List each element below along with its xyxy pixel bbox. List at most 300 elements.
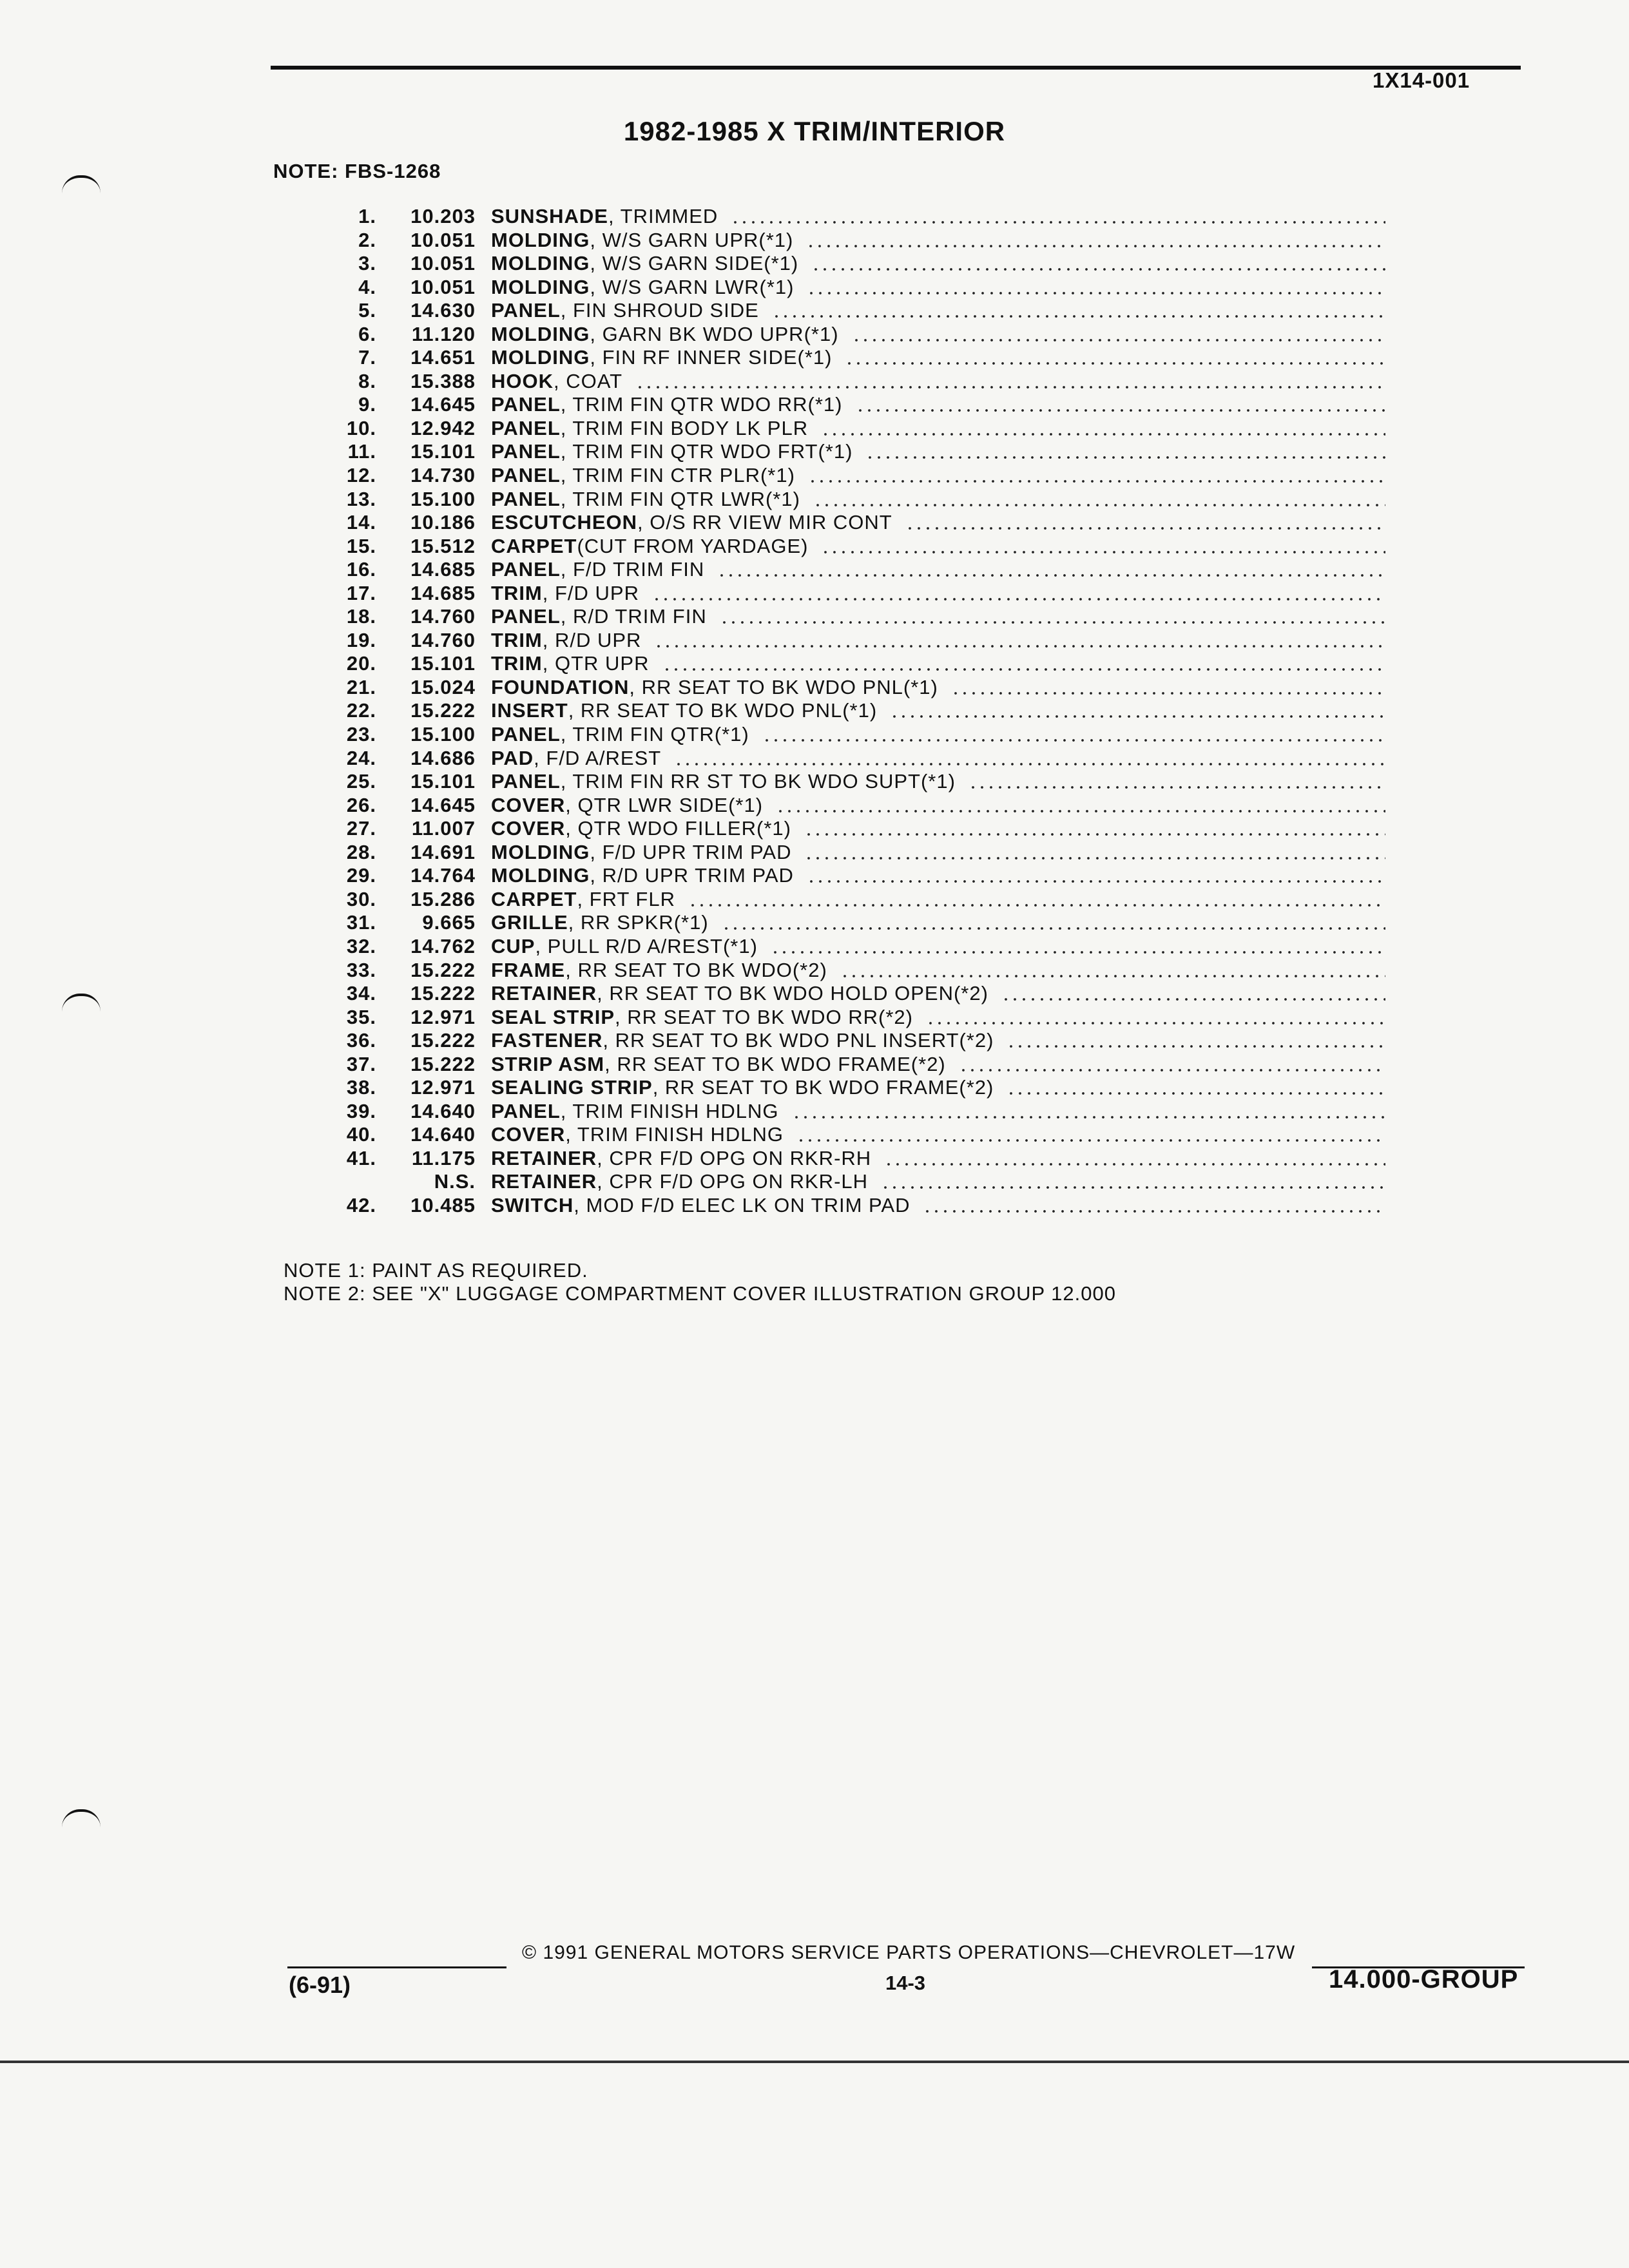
part-row: [303, 393, 1385, 417]
part-detail: , TRIM FIN QTR(*1): [560, 723, 749, 746]
item-number: 12.: [346, 464, 376, 487]
item-number: 24.: [346, 746, 376, 769]
item-number: 15.: [346, 534, 376, 557]
dot-leader: [969, 771, 1385, 789]
dot-leader: [804, 842, 1385, 860]
part-detail: , TRIM FIN QTR LWR(*1): [560, 487, 800, 510]
part-detail: , R/D TRIM FIN: [560, 605, 707, 628]
part-row: [303, 676, 1385, 700]
part-description: [491, 323, 1385, 346]
dot-leader: [720, 606, 1385, 624]
group-number: 15.222: [410, 1029, 476, 1052]
part-name: MOLDING: [491, 228, 590, 251]
dot-leader: [806, 230, 1385, 248]
part-description: [491, 252, 1385, 275]
part-description: [491, 511, 1385, 534]
dot-leader: [771, 936, 1385, 954]
part-row: [303, 346, 1385, 370]
group-number: 14.686: [410, 746, 476, 769]
dot-leader: [959, 1054, 1385, 1072]
part-detail: , TRIM FIN QTR WDO FRT(*1): [560, 440, 853, 463]
group-number: 15.101: [410, 652, 476, 675]
part-detail: , TRIM FIN QTR WDO RR(*1): [560, 393, 843, 416]
part-detail: , RR SEAT TO BK WDO HOLD OPEN(*2): [597, 982, 988, 1005]
part-detail: , RR SEAT TO BK WDO FRAME(*2): [652, 1076, 994, 1099]
part-row: [303, 1194, 1385, 1218]
group-number: 10.051: [410, 275, 476, 298]
part-row: [303, 440, 1385, 464]
header-rule: [271, 66, 1521, 70]
part-name: PANEL: [491, 487, 561, 510]
part-row: [303, 959, 1385, 983]
part-name: PANEL: [491, 464, 561, 487]
page-title: 1982-1985 X TRIM/INTERIOR: [623, 116, 1006, 146]
item-number: 19.: [346, 628, 376, 651]
part-name: SEAL STRIP: [491, 1005, 615, 1028]
group-number: 15.388: [410, 369, 476, 392]
part-description: [491, 558, 1385, 581]
part-name: SWITCH: [491, 1193, 574, 1216]
item-number: 11.: [347, 440, 376, 463]
part-description: [491, 652, 1385, 675]
part-description: [491, 888, 1385, 911]
part-detail: , RR SEAT TO BK WDO FRAME(*2): [604, 1052, 946, 1075]
item-number: 17.: [346, 581, 376, 604]
dot-leader: [722, 912, 1385, 930]
item-number: 42.: [346, 1193, 376, 1216]
part-detail: , F/D TRIM FIN: [560, 558, 705, 581]
item-number: 2.: [358, 228, 376, 251]
item-number: 14.: [346, 511, 376, 534]
header-note: NOTE: FBS-1268: [273, 160, 441, 182]
part-detail: , W/S GARN LWR(*1): [590, 275, 795, 298]
part-detail: , F/D A/REST: [534, 746, 662, 769]
item-number: 16.: [346, 558, 376, 581]
binder-hole-mark: [62, 1809, 101, 1827]
part-name: SEALING STRIP: [491, 1076, 653, 1099]
part-description: [491, 841, 1385, 864]
dot-leader: [905, 512, 1385, 530]
part-description: [491, 346, 1385, 369]
part-row: [303, 841, 1385, 865]
part-name: MOLDING: [491, 346, 590, 369]
group-number: 15.024: [410, 675, 476, 698]
dot-leader: [852, 324, 1385, 342]
part-description: [491, 1170, 1385, 1193]
group-number: 14.762: [410, 934, 476, 957]
part-detail: , QTR LWR SIDE(*1): [565, 793, 764, 816]
group-number: 12.971: [410, 1076, 476, 1099]
part-name: FASTENER: [491, 1029, 603, 1052]
item-number: 26.: [346, 793, 376, 816]
part-row: [303, 1170, 1385, 1194]
part-description: [491, 464, 1385, 487]
part-row: [303, 982, 1385, 1006]
copyright-notice: © 1991 GENERAL MOTORS SERVICE PARTS OPERATIONS—CHEVROLET—17W: [522, 1942, 1296, 1963]
part-name: PANEL: [491, 416, 561, 439]
item-number: 38.: [346, 1076, 376, 1099]
part-row: [303, 535, 1385, 559]
part-name: CARPET: [491, 534, 577, 557]
part-detail: , TRIMMED: [608, 205, 718, 227]
part-name: PAD: [491, 746, 534, 769]
dot-leader: [865, 441, 1385, 459]
part-row: [303, 1029, 1385, 1053]
dot-leader: [731, 206, 1385, 224]
group-number: 10.186: [410, 511, 476, 534]
group-number: 11.120: [411, 322, 476, 345]
part-name: COVER: [491, 793, 566, 816]
group-number: 11.175: [411, 1146, 476, 1169]
part-detail: , F/D UPR: [542, 581, 639, 604]
item-number: 6.: [358, 322, 376, 345]
part-description: [491, 935, 1385, 958]
dot-leader: [1007, 1030, 1385, 1048]
part-row: [303, 1100, 1385, 1124]
part-row: [303, 417, 1385, 441]
item-number: 37.: [346, 1052, 376, 1075]
part-row: [303, 370, 1385, 394]
dot-leader: [635, 371, 1385, 389]
dot-leader: [807, 277, 1385, 295]
part-detail: , CPR F/D OPG ON RKR-RH: [597, 1146, 872, 1169]
item-number: 21.: [346, 675, 376, 698]
part-name: PANEL: [491, 393, 561, 416]
part-detail: , QTR UPR: [542, 652, 650, 675]
part-name: PANEL: [491, 558, 561, 581]
part-description: [491, 417, 1385, 440]
item-number: 25.: [346, 770, 376, 793]
part-row: [303, 1006, 1385, 1030]
dot-leader: [845, 347, 1385, 365]
dot-leader: [821, 418, 1385, 436]
dot-leader: [821, 536, 1385, 554]
part-description: [491, 535, 1385, 558]
part-name: RETAINER: [491, 982, 597, 1005]
part-name: PANEL: [491, 723, 561, 746]
part-detail: , QTR WDO FILLER(*1): [565, 817, 791, 840]
part-row: [303, 205, 1385, 229]
part-name: PANEL: [491, 605, 561, 628]
dot-leader: [1007, 1077, 1385, 1095]
item-number: 28.: [346, 840, 376, 863]
dot-leader: [926, 1007, 1385, 1025]
item-number: 8.: [358, 369, 376, 392]
part-row: [303, 511, 1385, 535]
dot-leader: [807, 865, 1385, 883]
part-name: FRAME: [491, 958, 566, 981]
group-number: 15.100: [410, 723, 476, 746]
part-row: [303, 252, 1385, 276]
item-number: 29.: [346, 864, 376, 887]
dot-leader: [951, 677, 1385, 695]
dot-leader: [762, 724, 1385, 742]
part-row: [303, 464, 1385, 488]
group-number: 14.645: [410, 393, 476, 416]
part-detail: , COAT: [554, 369, 623, 392]
part-row: [303, 747, 1385, 771]
item-number: 27.: [346, 817, 376, 840]
part-description: [491, 982, 1385, 1005]
group-number: 14.630: [410, 299, 476, 322]
group-number: 14.760: [410, 628, 476, 651]
item-number: 13.: [346, 487, 376, 510]
dot-leader: [884, 1148, 1385, 1166]
part-detail: , PULL R/D A/REST(*1): [535, 934, 758, 957]
part-name: CUP: [491, 934, 535, 957]
part-name: TRIM: [491, 652, 543, 675]
part-detail: , RR SEAT TO BK WDO PNL(*1): [568, 699, 878, 722]
group-number: 10.203: [410, 205, 476, 227]
part-row: [303, 1123, 1385, 1147]
part-description: [491, 1053, 1385, 1076]
group-number: 15.222: [410, 1052, 476, 1075]
group-number: 12.971: [410, 1005, 476, 1028]
part-row: [303, 794, 1385, 818]
revision-date: (6-91): [289, 1972, 351, 1998]
part-detail: , TRIM FIN RR ST TO BK WDO SUPT(*1): [560, 770, 956, 793]
part-detail: , RR SPKR(*1): [568, 911, 709, 934]
part-detail: , FIN RF INNER SIDE(*1): [590, 346, 833, 369]
part-row: [303, 864, 1385, 888]
part-name: GRILLE: [491, 911, 568, 934]
group-number: 15.512: [410, 534, 476, 557]
part-row: [303, 488, 1385, 512]
part-row: [303, 723, 1385, 747]
part-description: [491, 229, 1385, 252]
part-description: [491, 1006, 1385, 1029]
dot-leader: [840, 960, 1385, 978]
part-detail: , CPR F/D OPG ON RKR-LH: [597, 1170, 869, 1193]
group-number: 14.730: [410, 464, 476, 487]
group-number: 15.100: [410, 487, 476, 510]
part-row: [303, 911, 1385, 935]
part-name: STRIP ASM: [491, 1052, 605, 1075]
part-description: [491, 1147, 1385, 1170]
part-row: [303, 558, 1385, 582]
page-number: 14-3: [885, 1972, 926, 1994]
group-label: 14.000-GROUP: [1329, 1965, 1519, 1994]
part-detail: , W/S GARN SIDE(*1): [590, 252, 799, 275]
part-detail: , RR SEAT TO BK WDO PNL INSERT(*2): [602, 1029, 994, 1052]
item-number: 7.: [358, 346, 376, 369]
item-number: 23.: [346, 723, 376, 746]
part-description: [491, 1100, 1385, 1123]
item-number: 40.: [346, 1123, 376, 1146]
part-description: [491, 1123, 1385, 1146]
dot-leader: [796, 1124, 1385, 1142]
part-name: PANEL: [491, 440, 561, 463]
item-number: 41.: [346, 1146, 376, 1169]
part-name: RETAINER: [491, 1170, 597, 1193]
group-number: 14.651: [410, 346, 476, 369]
group-number: 11.007: [411, 817, 476, 840]
part-description: [491, 582, 1385, 605]
dot-leader: [804, 818, 1385, 836]
dot-leader: [688, 889, 1385, 907]
part-row: [303, 935, 1385, 959]
part-row: [303, 229, 1385, 253]
group-number: 15.101: [410, 440, 476, 463]
item-number: 3.: [358, 252, 376, 275]
part-name: COVER: [491, 817, 566, 840]
part-name: PANEL: [491, 1099, 561, 1122]
group-number: 15.222: [410, 958, 476, 981]
part-description: [491, 817, 1385, 840]
part-name: CARPET: [491, 887, 577, 910]
dot-leader: [776, 795, 1385, 813]
part-name: ESCUTCHEON: [491, 511, 638, 534]
dot-leader: [652, 583, 1385, 601]
group-number: 15.101: [410, 770, 476, 793]
part-detail: , TRIM FINISH HDLNG: [565, 1123, 784, 1146]
part-description: [491, 205, 1385, 228]
dot-leader: [856, 394, 1386, 412]
dot-leader: [792, 1101, 1385, 1119]
part-name: MOLDING: [491, 322, 590, 345]
group-number: 14.685: [410, 558, 476, 581]
item-number: 1.: [358, 205, 376, 227]
item-number: 32.: [346, 934, 376, 957]
part-detail: , TRIM FINISH HDLNG: [560, 1099, 779, 1122]
part-name: TRIM: [491, 628, 543, 651]
group-number: 12.942: [410, 416, 476, 439]
part-name: INSERT: [491, 699, 568, 722]
part-row: [303, 1147, 1385, 1171]
part-name: MOLDING: [491, 840, 590, 863]
group-number: 14.764: [410, 864, 476, 887]
part-description: [491, 676, 1385, 699]
part-name: TRIM: [491, 581, 543, 604]
group-number: 14.685: [410, 581, 476, 604]
item-number: 18.: [346, 605, 376, 628]
group-number: 14.691: [410, 840, 476, 863]
part-description: [491, 794, 1385, 817]
item-number: 20.: [346, 652, 376, 675]
group-number: N.S.: [434, 1170, 476, 1193]
part-row: [303, 582, 1385, 606]
part-row: [303, 605, 1385, 629]
part-name: MOLDING: [491, 275, 590, 298]
part-description: [491, 393, 1385, 416]
part-name: MOLDING: [491, 252, 590, 275]
dot-leader: [890, 700, 1385, 718]
part-description: [491, 959, 1385, 982]
part-row: [303, 323, 1385, 347]
part-description: [491, 911, 1385, 934]
group-number: 14.645: [410, 793, 476, 816]
part-row: [303, 817, 1385, 841]
part-detail: , RR SEAT TO BK WDO RR(*2): [615, 1005, 913, 1028]
part-detail: , GARN BK WDO UPR(*1): [590, 322, 839, 345]
binder-hole-mark: [62, 175, 101, 193]
part-row: [303, 699, 1385, 723]
dot-leader: [881, 1171, 1385, 1189]
dot-leader: [717, 559, 1385, 577]
part-detail: , MOD F/D ELEC LK ON TRIM PAD: [574, 1193, 911, 1216]
dot-leader: [923, 1195, 1385, 1213]
part-detail: , FIN SHROUD SIDE: [560, 299, 759, 322]
group-number: 10.051: [410, 252, 476, 275]
item-number: 4.: [358, 275, 376, 298]
part-detail: , FRT FLR: [577, 887, 675, 910]
group-number: 15.222: [410, 982, 476, 1005]
part-detail: , R/D UPR TRIM PAD: [590, 864, 794, 887]
group-number: 14.640: [410, 1099, 476, 1122]
part-name: HOOK: [491, 369, 554, 392]
part-description: [491, 864, 1385, 887]
part-description: [491, 770, 1385, 793]
footnote-2: NOTE 2: SEE "X" LUGGAGE COMPARTMENT COVER ILLUSTRATION GROUP 12.000: [284, 1282, 1116, 1305]
part-name: PANEL: [491, 770, 561, 793]
item-number: 39.: [346, 1099, 376, 1122]
item-number: 33.: [346, 958, 376, 981]
part-description: [491, 299, 1385, 322]
part-row: [303, 276, 1385, 300]
dot-leader: [662, 653, 1386, 671]
part-name: RETAINER: [491, 1146, 597, 1169]
part-row: [303, 888, 1385, 912]
part-detail: , RR SEAT TO BK WDO(*2): [565, 958, 827, 981]
part-row: [303, 652, 1385, 676]
part-description: [491, 723, 1385, 746]
part-row: [303, 770, 1385, 794]
part-detail: , F/D UPR TRIM PAD: [590, 840, 792, 863]
item-number: 35.: [346, 1005, 376, 1028]
item-number: 22.: [346, 699, 376, 722]
part-detail: , W/S GARN UPR(*1): [590, 228, 794, 251]
group-number: 10.051: [410, 228, 476, 251]
page-bottom-rule: [0, 2061, 1629, 2063]
group-number: 15.286: [410, 887, 476, 910]
part-description: [491, 1194, 1385, 1217]
part-detail: (CUT FROM YARDAGE): [577, 534, 809, 557]
part-row: [303, 629, 1385, 653]
part-description: [491, 370, 1385, 393]
item-number: 36.: [346, 1029, 376, 1052]
part-detail: , TRIM FIN CTR PLR(*1): [560, 464, 795, 487]
dot-leader: [813, 489, 1385, 507]
part-description: [491, 276, 1385, 299]
item-number: 10.: [346, 416, 376, 439]
dot-leader: [772, 300, 1385, 318]
footer-rule-left: [287, 1966, 506, 1968]
dot-leader: [674, 748, 1385, 766]
group-number: 9.665: [422, 911, 476, 934]
part-name: SUNSHADE: [491, 205, 608, 227]
part-name: COVER: [491, 1123, 566, 1146]
part-description: [491, 747, 1385, 770]
footnote-1: NOTE 1: PAINT AS REQUIRED.: [284, 1259, 588, 1282]
part-detail: , TRIM FIN BODY LK PLR: [560, 416, 809, 439]
part-description: [491, 440, 1385, 463]
group-number: 15.222: [410, 699, 476, 722]
part-description: [491, 629, 1385, 652]
group-number: 10.485: [410, 1193, 476, 1216]
group-number: 14.640: [410, 1123, 476, 1146]
part-description: [491, 488, 1385, 511]
item-number: 5.: [358, 299, 376, 322]
part-row: [303, 1076, 1385, 1100]
part-detail: , R/D UPR: [542, 628, 642, 651]
group-number: 14.760: [410, 605, 476, 628]
part-description: [491, 1029, 1385, 1052]
item-number: 31.: [346, 911, 376, 934]
part-name: MOLDING: [491, 864, 590, 887]
item-number: 9.: [358, 393, 376, 416]
parts-list: [303, 205, 1385, 1218]
dot-leader: [811, 253, 1385, 271]
